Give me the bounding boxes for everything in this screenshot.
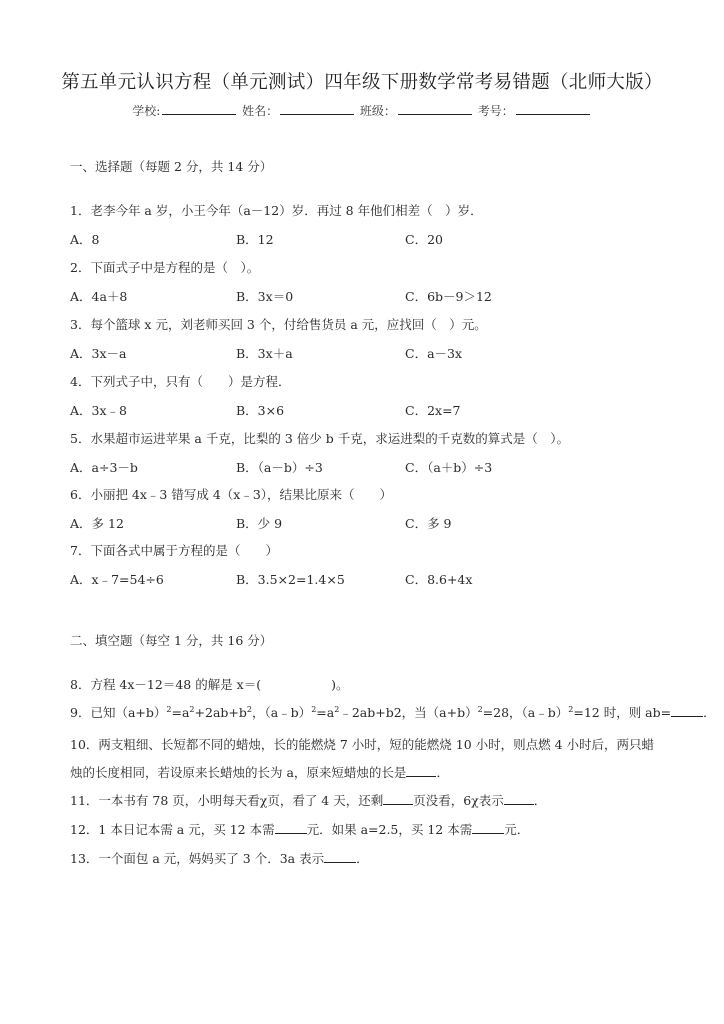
school-label: 学校: [132,104,161,118]
question-10-line-2 [70,763,449,781]
school-blank[interactable] [162,104,236,115]
q9-text: =a [171,705,190,720]
page-title: 第五单元认识方程（单元测试）四年级下册数学常考易错题（北师大版） [61,72,663,93]
exponent: 2 [477,704,483,714]
q4-option-c: C．2x=7 [405,403,461,418]
question-13 [70,849,369,867]
q5-option-c: C．（a＋b）÷3 [405,460,493,475]
question-6: 6．小丽把 4x﹣3 错写成 4（x﹣3），结果比原来（ ） [70,487,393,502]
q13-text: 13．一个面包 a 元，妈妈买了 3 个．3a 表示 [70,851,325,866]
class-blank[interactable] [398,104,472,115]
q9-text-end: ． [703,705,716,720]
q2-option-c: C．6b－9＞12 [405,289,492,304]
q9-answer-blank[interactable] [671,705,703,717]
exam-number-label: 考号： [477,104,514,118]
class-label: 班级： [359,104,396,118]
q12-text: 12．1 本日记本需 a 元，买 12 本需 [70,822,275,837]
question-1: 1．老李今年 a 岁，小王今年（a－12）岁．再过 8 年他们相差（ ）岁． [70,203,483,218]
question-5: 5．水果超市运进苹果 a 千克，比梨的 3 倍少 b 千克，求运进梨的千克数的算式是（ ）。 [70,431,569,446]
q6-option-a: A．多 12 [70,516,124,531]
q3-option-c: C．a－3x [405,346,463,361]
question-3: 3．每个篮球 x 元，刘老师买回 3 个，付给售货员 a 元，应找回（ ）元。 [70,317,487,332]
q6-option-b: B．少 9 [236,516,283,531]
exponent: 2 [189,704,195,714]
q12-text-end: 元． [504,822,530,837]
q11-answer-blank-1[interactable] [383,793,413,805]
q7-option-a: A．x﹣7=54÷6 [70,572,164,587]
exponent: 2 [246,704,252,714]
q5-option-b: B．（a－b）÷3 [236,460,323,475]
q12-answer-blank-1[interactable] [275,822,307,834]
q10-answer-blank[interactable] [406,765,436,777]
q9-text: ，（a﹣b） [251,705,312,720]
q9-text: ﹣2ab+b2，当（a+b） [339,705,478,720]
q1-option-c: C．20 [405,232,443,247]
q4-option-b: B．3×6 [236,403,285,418]
name-blank[interactable] [280,104,354,115]
question-7: 7．下面各式中属于方程的是（ ） [70,543,278,558]
section-heading-fill-blank: 二、填空题（每空 1 分，共 16 分） [70,633,273,648]
q9-text: +2ab+b [194,705,247,720]
exponent: 2 [568,704,574,714]
q9-text: 9．已知（a+b） [70,705,167,720]
q8-text-end: )。 [331,677,349,692]
q11-answer-blank-2[interactable] [504,793,534,805]
q9-text: =a [316,705,335,720]
q11-text: 11．一本书有 78 页，小明每天看χ页，看了 4 天，还剩 [70,793,384,808]
name-label: 姓名： [242,104,279,118]
q13-text-end: ． [356,851,369,866]
question-12 [70,820,529,838]
question-8 [70,675,349,693]
question-9 [70,703,716,721]
exam-number-blank[interactable] [516,104,590,115]
q6-option-c: C．多 9 [405,516,452,531]
q2-option-a: A．4a＋8 [70,289,128,304]
q3-option-a: A．3x－a [70,346,127,361]
q9-text: =28，（a﹣b） [482,705,569,720]
q12-answer-blank-2[interactable] [472,822,504,834]
q2-option-b: B．3x＝0 [236,289,294,304]
student-info-row [0,102,724,119]
q1-option-a: A．8 [70,232,100,247]
question-4: 4．下列式子中，只有（ ）是方程． [70,374,291,389]
q10-text-end: ． [436,765,449,780]
q5-option-a: A．a÷3－b [70,460,138,475]
q9-text: =12 时，则 ab= [573,705,672,720]
q11-text-end: ． [533,793,547,808]
q8-text: 8．方程 4x－12＝48 的解是 x＝( [70,677,262,692]
q10-text: 烛的长度相同，若设原来长蜡烛的长为 a，原来短蜡烛的长是 [70,765,407,780]
q1-option-b: B．12 [236,232,274,247]
exponent: 2 [166,704,172,714]
q3-option-b: B．3x＋a [236,346,293,361]
q4-option-a: A．3x﹣8 [70,403,127,418]
q13-answer-blank[interactable] [324,851,356,863]
exponent: 2 [334,704,340,714]
exponent: 2 [311,704,317,714]
q12-text: 元．如果 a=2.5，买 12 本需 [306,822,473,837]
question-2: 2．下面式子中是方程的是（ ）。 [70,260,260,275]
q7-option-c: C．8.6+4x [405,572,473,587]
section-heading-choice: 一、选择题（每题 2 分，共 14 分） [70,159,273,174]
question-10-line-1: 10．两支粗细、长短都不同的蜡烛，长的能燃烧 7 小时，短的能燃烧 10 小时，则点燃 4 小时后，两只蜡 [70,737,655,752]
q7-option-b: B．3.5×2=1.4×5 [236,572,345,587]
question-11 [70,791,546,809]
q11-text: 页没看，6χ表示 [413,793,504,808]
